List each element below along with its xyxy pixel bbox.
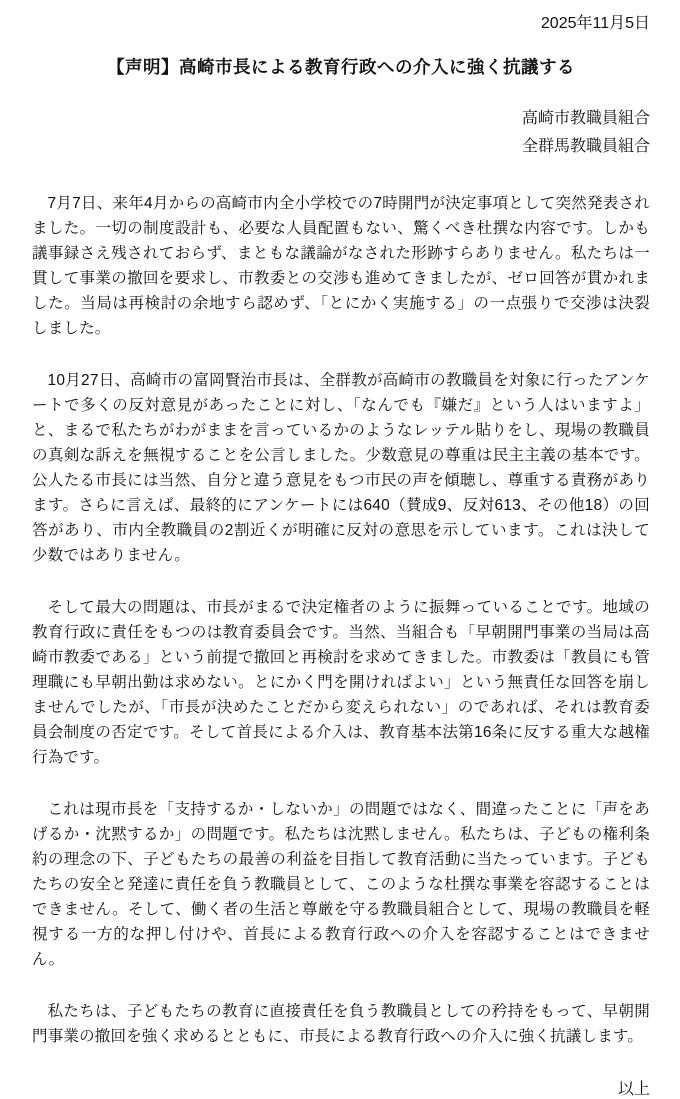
- statement-title: 【声明】高崎市長による教育行政への介入に強く抗議する: [107, 57, 575, 77]
- statement-paragraph-5: 私たちは、子どもたちの教育に直接責任を負う教職員としての矜持をもって、早朝開門事業の撤回を強く求めるとともに、市長による教育行政への介入に強く抗議します。: [32, 1003, 650, 1045]
- statement-paragraph-1: 7月7日、来年4月からの高崎市内全小学校での7時開門が決定事項として突然発表されました。一切の制度設計も、必要な人員配置もない、驚くべき杜撰な内容です。しかも議事録さえ残されておらず、まともな議論がなされた形跡すらありません。私たちは一貫して事業の撤回を要求し、市教委との交渉も進めてきましたが、ゼロ回答が貫かれました。当局は再検討の余地すら認めず、「とにかく実施する」の一点張りで交渉は決裂しました。: [32, 195, 650, 337]
- signatory-takasaki-union: 高崎市教職員組合: [521, 110, 650, 127]
- statement-body: [32, 191, 650, 1049]
- statement-paragraph-2: 10月27日、高崎市の富岡賢治市長は、全群教が高崎市の教職員を対象に行ったアンケートで多くの反対意見があったことに対し、「なんでも『嫌だ』という人はいますよ」と、まるで私たちがわがままを言っているかのようなレッテル貼りをし、現場の教職員の真剣な訴えを無視することを公言しました。少数意見の尊重は民主主義の基本です。公人たる市長には当然、自分と違う意見をもつ市民の声を傾聴し、尊重する責務があります。さらに言えば、最終的にアンケートには640（賛成9、反対613、その他18）の回答があり、市内全教職員の2割近くが明確に反対の意思を示しています。これは決して少数ではありません。: [32, 372, 650, 564]
- document-date: 2025年11月5日: [540, 15, 650, 32]
- statement-paragraph-3: そして最大の問題は、市長がまるで決定権者のように振舞っていることです。地域の教育行政に責任をもつのは教育委員会です。当然、当組合も「早朝開門事業の当局は高崎市教委である」という前提で撤回と再検討を求めてきました。市教委は「教員にも管理職にも早朝出勤は求めない。とにかく門を開ければよい」という無責任な回答を崩しませんでしたが、「市長が決めたことだから変えられない」のであれば、それは教育委員会制度の否定です。そして首長による介入は、教育基本法第16条に反する重大な越権行為です。: [32, 599, 650, 766]
- statement-paragraph-4: これは現市長を「支持するか・しないか」の問題ではなく、間違ったことに「声をあげるか・沈黙するか」の問題です。私たちは沈黙しません。私たちは、子どもの権利条約の理念の下、子どもたちの最善の利益を目指して教育活動に当たっています。子どもたちの安全と発達に責任を負う教職員として、このような杜撰な事業を容認することはできません。そして、働く者の生活と尊厳を守る教職員組合として、現場の教職員を軽視する一方的な押し付けや、首長による教育行政への介入を容認することはできません。: [32, 801, 650, 968]
- closing-mark: 以上: [617, 1081, 650, 1098]
- signatory-gunma-union: 全群馬教職員組合: [521, 138, 650, 155]
- signatory-block: [32, 105, 650, 161]
